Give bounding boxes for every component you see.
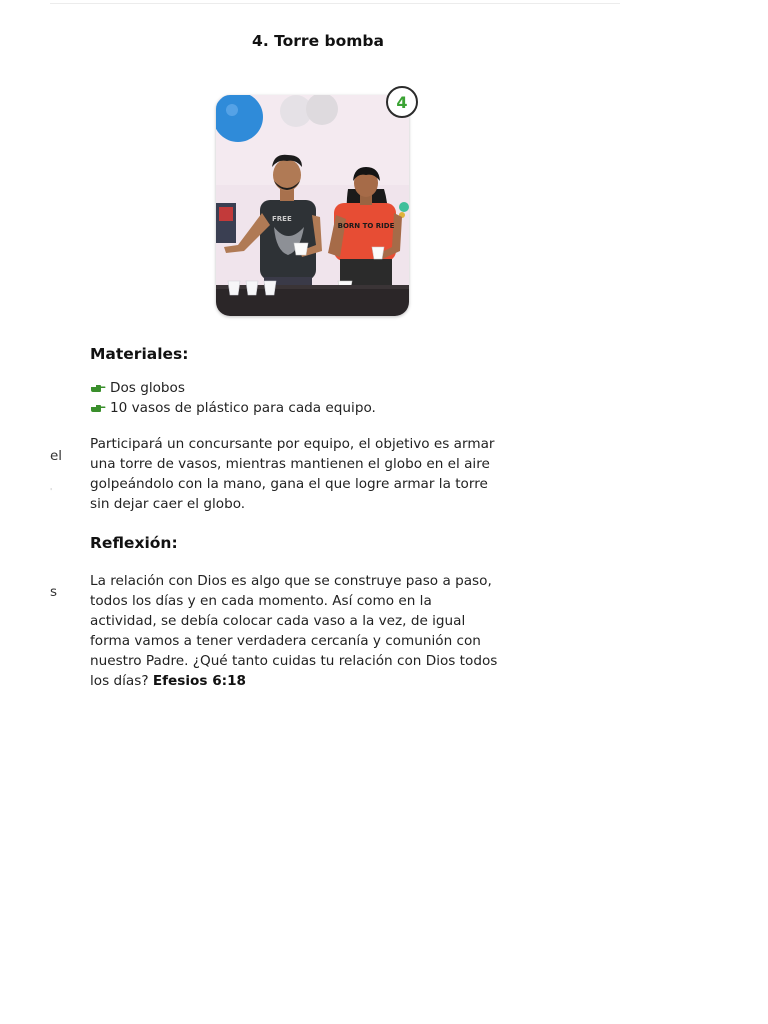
text-line: todos los días y en cada momento. Así como en la — [90, 593, 432, 609]
top-divider — [50, 3, 620, 4]
margin-fragment-mark: ' — [50, 487, 53, 496]
list-item-text: 10 vasos de plástico para cada equipo. — [110, 400, 376, 416]
text-line — [90, 671, 560, 691]
pointing-hand-icon — [90, 383, 106, 393]
materials-list — [90, 378, 560, 418]
margin-fragment-text: el — [50, 448, 63, 464]
text-line: nuestro Padre. ¿Qué tanto cuidas tu relación con Dios todos — [90, 653, 498, 669]
activity-photo — [216, 95, 409, 316]
text-line-start: los días? — [90, 673, 153, 689]
list-item-text: Dos globos — [110, 380, 185, 396]
text-line: una torre de vasos, mientras mantienen el globo en el aire — [90, 456, 490, 472]
activity-number-badge: 4 — [386, 86, 418, 118]
text-line: sin dejar caer el globo. — [90, 496, 246, 512]
svg-text:FREE: FREE — [272, 215, 292, 223]
reflection-paragraph — [90, 571, 560, 691]
cups-on-table — [228, 281, 276, 295]
table — [216, 287, 409, 316]
page-title: 4. Torre bomba — [252, 32, 384, 50]
margin-fragment-text: s — [50, 584, 58, 600]
bible-reference: Efesios 6:18 — [152, 673, 247, 689]
activity-content — [90, 344, 560, 691]
materials-heading: Materiales: — [90, 345, 189, 363]
reflection-heading: Reflexión: — [90, 534, 178, 552]
list-item — [90, 378, 560, 398]
text-line: golpeándolo con la mano, gana el que logre armar la torre — [90, 476, 488, 492]
text-line: forma vamos a tener verdadera cercanía y comunión con — [90, 633, 481, 649]
text-line: Participará un concursante por equipo, el objetivo es armar — [90, 436, 495, 452]
svg-text:BORN TO RIDE: BORN TO RIDE — [337, 222, 395, 230]
list-item — [90, 398, 560, 418]
description-paragraph — [90, 434, 560, 514]
text-line: La relación con Dios es algo que se construye paso a paso, — [90, 573, 492, 589]
pointing-hand-icon — [90, 403, 106, 413]
text-line: actividad, se debía colocar cada vaso a la vez, de igual — [90, 613, 466, 629]
